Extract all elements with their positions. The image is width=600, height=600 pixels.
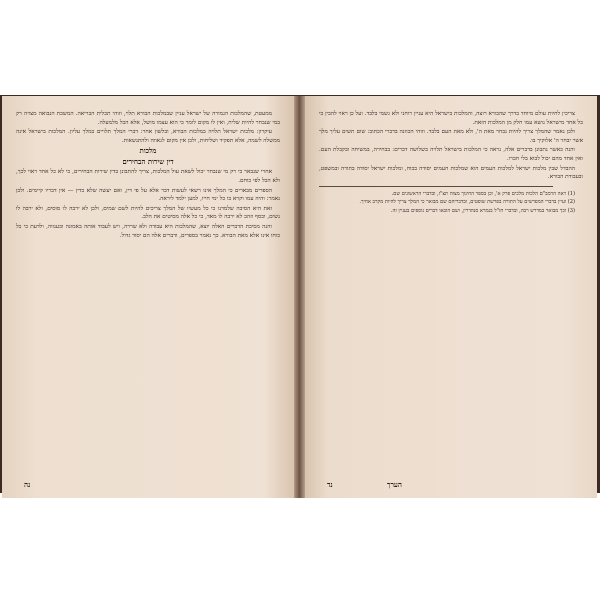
book-gutter xyxy=(294,96,305,498)
footnote: (2) ועיין בדברי המפרשים על התורה בפרשת שופטים, ובדבריהם שם מבואר כי המלך צריך להיות מקרב אחיך. xyxy=(359,199,575,206)
left-paragraph: ממעטת, שהמלכות הגמורה של ישראל עניין שבמלכות הבורא תלוי, וזוהי תכלית הבריאה. המשכת הנבואה מצויה רק במי שנבחר להיות שליח, ואין לו מקום לומר כי הוא עצמו מושל, אלא הכל מלמעלה. xyxy=(16,111,280,126)
right-page-text xyxy=(319,110,583,217)
right-paragraph: ההבדל שבין מלכות ישראל למלכות העמים הוא שמלכות העמים יסודה בכוח, ומלכות ישראל יסודה בתורה ובמשפט, ובעבודת הבורא. xyxy=(319,165,583,181)
right-paragraph: והנה כאשר נתבונן בדברים אלה, נראה כי המלכות בישראל תלויה בשלושה דברים: בבחירה, במשיחה ובקבלת העם. ואין אחד מהם יכול לבוא בלי חברו. xyxy=(319,147,583,162)
left-page-footer xyxy=(24,480,272,492)
right-page xyxy=(305,96,597,498)
right-paragraph: צריכין לחיות עולם מיוחד בדרך שהבורא רוצה, והמלכות בישראל היא עניין רוחני ולא גשמי בלבד. ועל כן ראוי להבין כי כל אחד מישראל נושא עמו חלק מן המלכות הזאת. xyxy=(319,111,583,126)
left-paragraph: והנה מסיבת הדברים האלה יוצא, שהמלכות היא עבודה ולא שררה, ויש לעבוד אותה באמונה ובענווה, ולדעת כי כל כוחו אינו אלא מאת הבורא. כך נאמר בספרים, ודברים אלה הם יסוד גדול. xyxy=(16,223,280,239)
left-page xyxy=(2,96,294,498)
footnote-divider xyxy=(319,186,553,187)
left-paragraph: עיקרון: מלכות ישראל תלויה במלכות הבורא, ובלשון אחר: דברי המלך תלויים במלך עליון. המלכות בישראל אינה ממשלה לשמה, אלא תפקיד ושליחות, ולכן אין מקום לגאווה ולהתנשאות. xyxy=(16,129,280,144)
right-paragraph: ולכן נאמר שהמלך צריך להיות נבחר מאת ה', ולא מאת העם בלבד. וזוהי הכוונה בדברי הכתוב: שום תשים עליך מלך אשר יבחר ה' אלוקיך בו. xyxy=(319,129,583,144)
page-number: נד xyxy=(327,480,333,489)
left-paragraph: הספרים מבארים כי המלך אינו רשאי לעשות דבר אלא על פי דין, ואם יעשה שלא כדין — אין דבריו קיימים. ולכן נאמר: והיה עמו וקרא בו כל ימי חייו, למען ילמד ליראה. xyxy=(16,187,280,203)
right-page-footer xyxy=(327,480,575,492)
left-paragraph: אחרי שנבאר כי רק מי שנבחר יכול לשאת עול המלכות, צריך להתבונן בדין שירות הבחירים, כי לא כל אחד ראוי לכך, ולא הכל לפי כוחם. xyxy=(16,169,280,184)
section-subheading: דין שירות הבחירים xyxy=(122,157,174,167)
left-page-text xyxy=(16,110,280,241)
left-paragraph: זאת היא הסיבה שלמדנו כי כל מעשיו של המלך צריכים להיות לשם שמים, ולכן לא ירבה לו סוסים, ולא ירבה לו נשים, וכסף וזהב לא ירבה לו מאד, כי כל אלה מסיטים את הלב. xyxy=(16,205,280,221)
section-heading: מלכות xyxy=(139,146,157,156)
footnote: (1) ראה הרמב"ם הלכות מלכים פרק א', וכן בספר החינוך מצוה תצ"ז, ובדברי הראשונים שם. xyxy=(391,190,575,197)
footnote: (3) וכך מבואר במדרש רבה, ובדברי חז"ל בגמרא סנהדרין, ושם הובאו דברים נוספים בעניין זה. xyxy=(390,207,575,214)
footnotes xyxy=(319,191,583,216)
page-number: נה xyxy=(24,480,31,489)
catchword: הערך xyxy=(387,480,402,489)
